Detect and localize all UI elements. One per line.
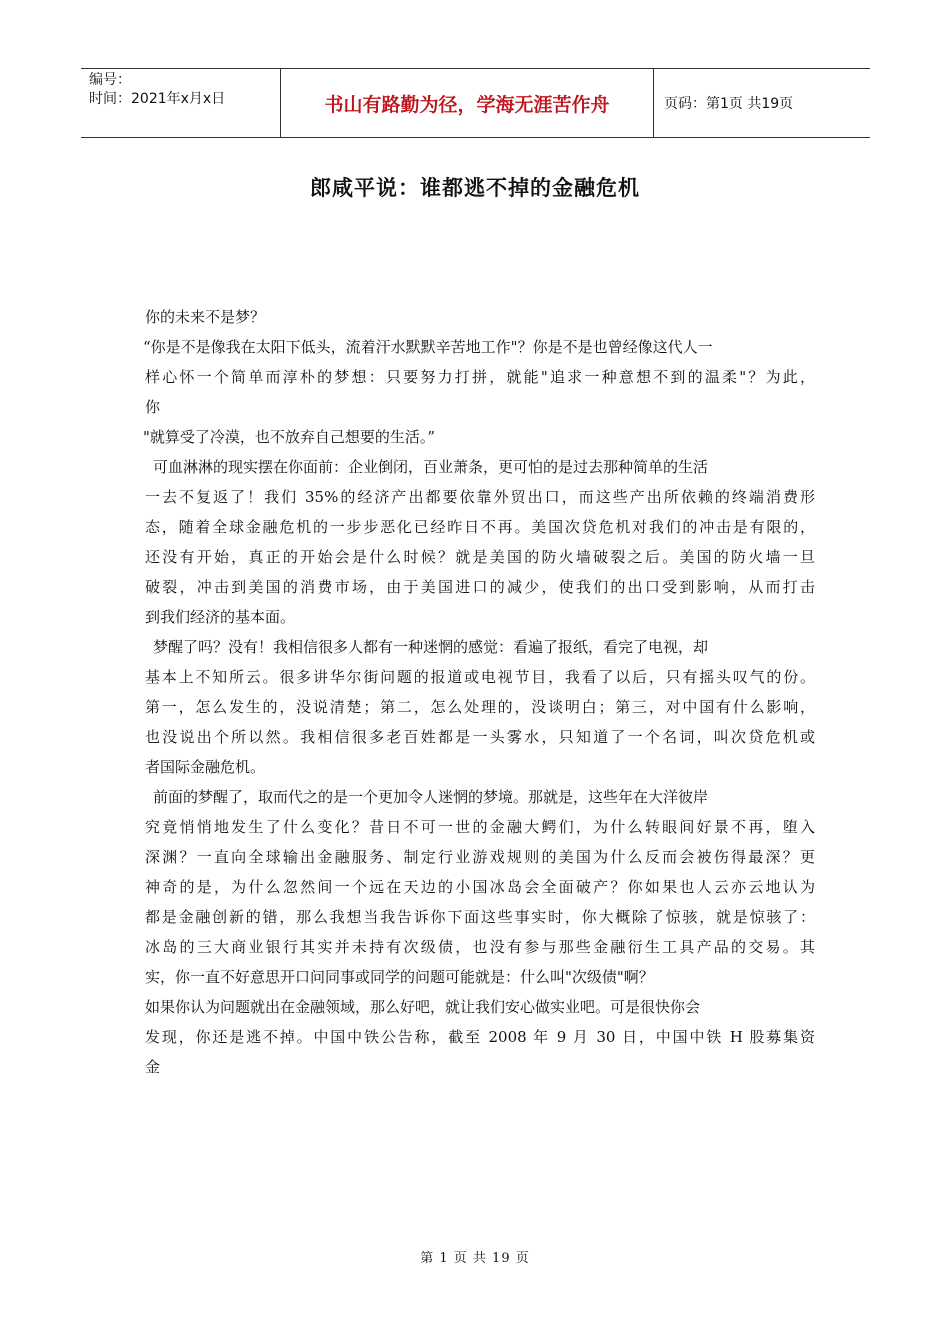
page-info-text: 页码：第1页 共19页 [664, 96, 794, 112]
motto-cell [281, 69, 654, 137]
body-line: 如果你认为问题就出在金融领域，那么好吧，就让我们安心做实业吧。可是很快你会 [145, 998, 701, 1016]
body-line: "就算受了冷漠，也不放弃自己想要的生活。” [143, 428, 436, 446]
body-line: 可血淋淋的现实摆在你面前：企业倒闭，百业萧条，更可怕的是过去那种简单的生活 [153, 458, 709, 476]
header-table [81, 68, 870, 138]
body-line: 破裂，冲击到美国的消费市场，由于美国进口的减少，使我们的出口受到影响，从而打击 [145, 578, 815, 596]
header-meta-cell [81, 69, 281, 137]
body-line: 一去不复返了！我们 35%的经济产出都要依靠外贸出口，而这些产出所依赖的终端消费形 [145, 488, 815, 506]
motto-text: 书山有路勤为径，学海无涯苦作舟 [324, 93, 610, 116]
body-line: 你的未来不是梦？ [145, 308, 266, 326]
body-line: 梦醒了吗？没有！我相信很多人都有一种迷惘的感觉：看遍了报纸，看完了电视，却 [153, 638, 709, 656]
body-line: 实，你一直不好意思开口问同事或同学的问题可能就是：什么叫"次级债"啊？ [145, 968, 654, 986]
body-line: 到我们经济的基本面。 [145, 608, 296, 626]
serial-label: 编号： [89, 72, 131, 88]
page-footer: 第 1 页 共 19 页 [420, 1251, 530, 1266]
body-line: 冰岛的三大商业银行其实并未持有次级债，也没有参与那些金融衍生工具产品的交易。其 [145, 938, 815, 956]
document-title: 郎咸平说：谁都逃不掉的金融危机 [310, 176, 640, 200]
body-line: “你是不是像我在太阳下低头，流着汗水默默辛苦地工作"？你是不是也曾经像这代人一 [143, 338, 713, 356]
body-line: 究竟悄悄地发生了什么变化？昔日不可一世的金融大鳄们，为什么转眼间好景不再，堕入 [145, 818, 815, 836]
body-line: 还没有开始，真正的开始会是什么时候？就是美国的防火墙破裂之后。美国的防火墙一旦 [145, 548, 815, 566]
page-info-cell [654, 69, 870, 137]
body-line: 者国际金融危机。 [145, 758, 266, 776]
body-line: 深渊？一直向全球输出金融服务、制定行业游戏规则的美国为什么反而会被伤得最深？更 [145, 848, 815, 866]
body-line: 也没说出个所以然。我相信很多老百姓都是一头雾水，只知道了一个名词，叫次贷危机或 [145, 728, 815, 746]
body-line: 你 [145, 398, 161, 416]
body-line: 都是金融创新的错，那么我想当我告诉你下面这些事实时，你大概除了惊骇，就是惊骇了： [145, 908, 815, 926]
body-text [145, 302, 815, 1082]
body-line: 神奇的是，为什么忽然间一个远在天边的小国冰岛会全面破产？你如果也人云亦云地认为 [145, 878, 815, 896]
body-line: 金 [145, 1058, 161, 1076]
body-line: 前面的梦醒了，取而代之的是一个更加令人迷惘的梦境。那就是，这些年在大洋彼岸 [153, 788, 709, 806]
body-line: 样心怀一个简单而淳朴的梦想：只要努力打拼，就能"追求一种意想不到的温柔"？为此， [145, 368, 815, 386]
body-line: 基本上不知所云。很多讲华尔街问题的报道或电视节目，我看了以后，只有摇头叹气的份。 [145, 668, 815, 686]
date-label: 时间：2021年x月x日 [89, 91, 226, 107]
body-line: 第一，怎么发生的，没说清楚；第二，怎么处理的，没谈明白；第三，对中国有什么影响， [145, 698, 815, 716]
body-line: 态，随着全球金融危机的一步步恶化已经昨日不再。美国次贷危机对我们的冲击是有限的， [145, 518, 815, 536]
body-line: 发现，你还是逃不掉。中国中铁公告称，截至 2008 年 9 月 30 日，中国中铁 H 股募集资 [145, 1028, 815, 1046]
